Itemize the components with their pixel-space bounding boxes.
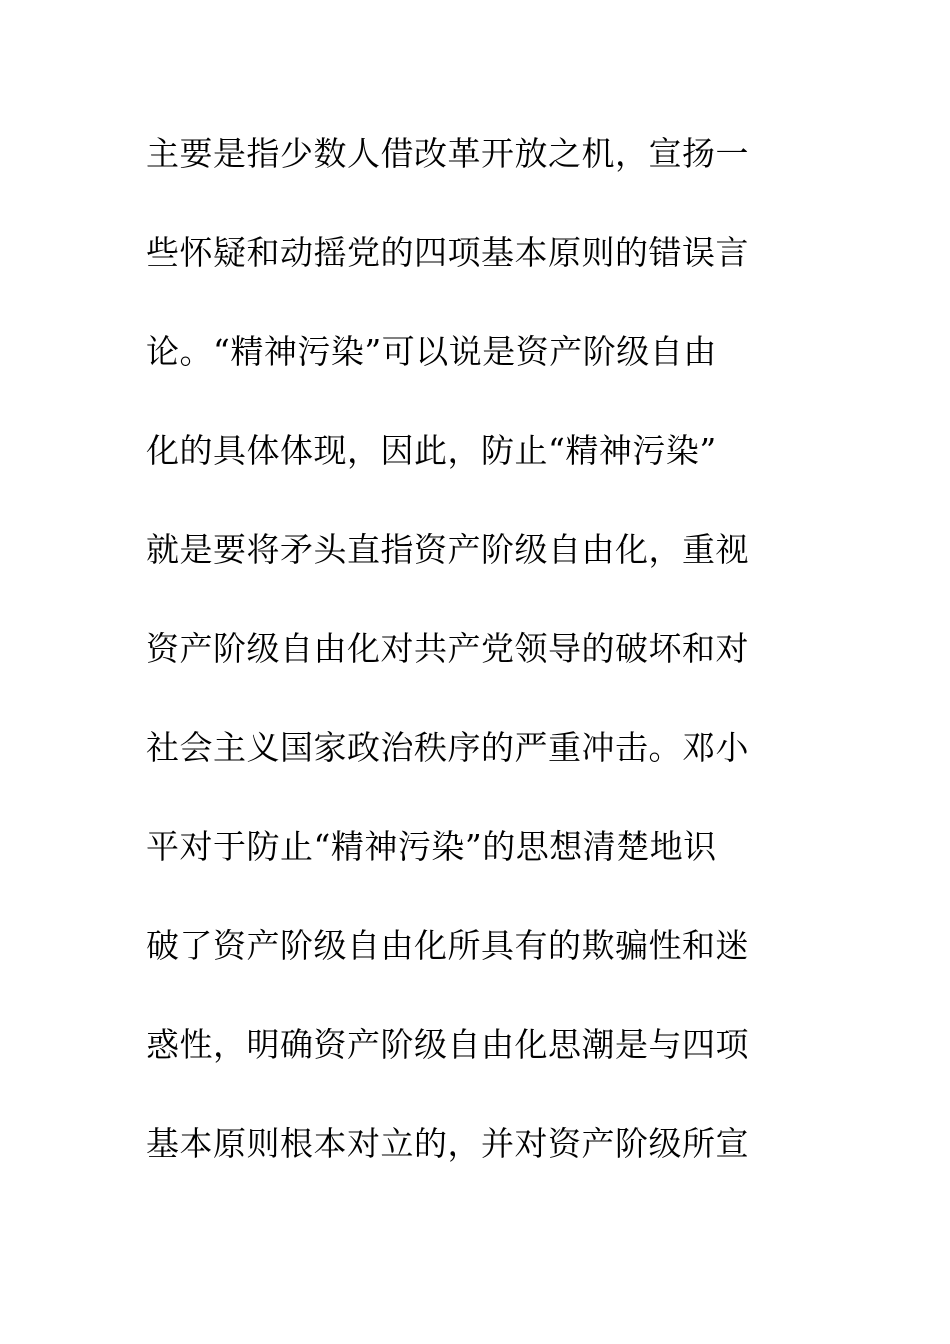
text-line-7: 社会主义国家政治秩序的严重冲击。邓小: [146, 728, 749, 767]
text-line-2: 些怀疑和动摇党的四项基本原则的错误言: [146, 233, 749, 272]
text-line-8: 平对于防止“精神污染”的思想清楚地识: [146, 827, 717, 866]
body-paragraph: [146, 128, 786, 1217]
text-line-10: 惑性，明确资产阶级自由化思潮是与四项: [146, 1025, 749, 1064]
text-line-6: 资产阶级自由化对共产党领导的破坏和对: [146, 629, 749, 668]
text-line-9: 破了资产阶级自由化所具有的欺骗性和迷: [146, 926, 749, 965]
text-line-11: 基本原则根本对立的，并对资产阶级所宣: [146, 1124, 749, 1163]
text-line-4: 化的具体体现，因此，防止“精神污染”: [146, 431, 717, 470]
text-line-3: 论。“精神污染”可以说是资产阶级自由: [146, 332, 717, 371]
text-line-5: 就是要将矛头直指资产阶级自由化，重视: [146, 530, 749, 569]
text-line-1: 主要是指少数人借改革开放之机，宣扬一: [146, 134, 749, 173]
